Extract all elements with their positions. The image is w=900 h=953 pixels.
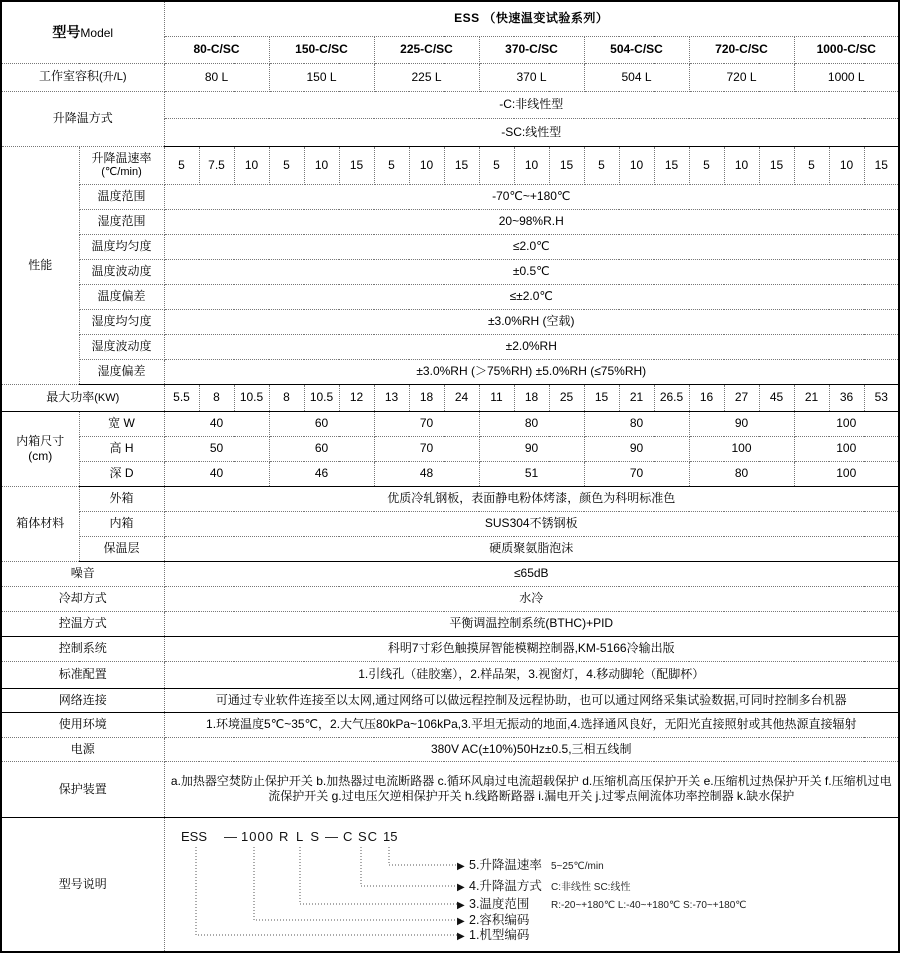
spec-value: 可通过专业软件连接至以太网,通过网络可以做远程控制及远程协助，也可以通过网络采集试验数据,可同时控制多台机器 xyxy=(164,688,899,712)
dim-value: 70 xyxy=(374,411,479,436)
volume-value: 150 L xyxy=(269,63,374,91)
dim-value: 90 xyxy=(479,436,584,461)
legend-line xyxy=(196,847,457,935)
dim-value: 60 xyxy=(269,411,374,436)
row-label: 电源 xyxy=(1,737,164,761)
row-label: 升降温方式 xyxy=(1,91,164,146)
max-power: 21 xyxy=(794,384,829,411)
max-power: 10.5 xyxy=(304,384,339,411)
legend-note: R:-20~+180℃ L:-40~+180℃ S:-70~+180℃ xyxy=(550,899,746,911)
spec-value: 硬质聚氨脂泡沫 xyxy=(164,536,899,561)
ramp-mode-linear: -SC:线性型 xyxy=(164,118,899,146)
row-label: 湿度均匀度 xyxy=(79,309,164,334)
model-header-cell xyxy=(1,1,164,63)
ramp-rate: 10 xyxy=(829,146,864,184)
spec-value: 水冷 xyxy=(164,586,899,611)
max-power: 25 xyxy=(549,384,584,411)
ramp-rate: 10 xyxy=(304,146,339,184)
code-part: — xyxy=(324,828,338,844)
model-name: 225-C/SC xyxy=(374,36,479,63)
max-power: 15 xyxy=(584,384,619,411)
row-label: 控制系统 xyxy=(1,636,164,661)
ramp-rate: 15 xyxy=(549,146,584,184)
dim-value: 100 xyxy=(794,411,899,436)
model-code-cell xyxy=(164,817,899,952)
ramp-rate: 10 xyxy=(234,146,269,184)
spec-value: ±0.5℃ xyxy=(164,259,899,284)
spec-value: ≤2.0℃ xyxy=(164,234,899,259)
model-name: 720-C/SC xyxy=(689,36,794,63)
row-label: 冷却方式 xyxy=(1,586,164,611)
spec-value: 1.引线孔（硅胶塞），2.样品架，3.视窗灯，4.移动脚轮（配脚杯） xyxy=(164,661,899,688)
legend-arrow-icon: ▶ xyxy=(456,899,465,911)
code-part: 15 xyxy=(382,828,397,844)
row-label: 工作室容积(升/L) xyxy=(1,63,164,91)
row-label: 标准配置 xyxy=(1,661,164,688)
model-label: 型号 xyxy=(52,23,81,40)
volume-value: 1000 L xyxy=(794,63,899,91)
code-part: ESS xyxy=(180,828,207,844)
code-part: — xyxy=(223,828,237,844)
row-label: 外箱 xyxy=(79,486,164,511)
dim-value: 46 xyxy=(269,461,374,486)
row-label: 使用环境 xyxy=(1,712,164,737)
row-label: 温度均匀度 xyxy=(79,234,164,259)
dim-value: 80 xyxy=(584,411,689,436)
ramp-rate: 15 xyxy=(654,146,689,184)
row-label: 深 D xyxy=(79,461,164,486)
dim-value: 51 xyxy=(479,461,584,486)
spec-value: 1.环境温度5℃~35℃，2.大气压80kPa~106kPa,3.平坦无振动的地面,4.选择通风良好，无阳光直接照射或其他热源直接辐射 xyxy=(164,712,899,737)
code-part: 1000 xyxy=(240,828,274,844)
row-label: 型号说明 xyxy=(1,817,164,952)
volume-value: 504 L xyxy=(584,63,689,91)
volume-value: 370 L xyxy=(479,63,584,91)
dim-value: 90 xyxy=(584,436,689,461)
legend-name: 1.机型编码 xyxy=(468,927,529,942)
ramp-rate: 7.5 xyxy=(199,146,234,184)
dim-value: 60 xyxy=(269,436,374,461)
max-power: 16 xyxy=(689,384,724,411)
legend-line xyxy=(389,847,457,865)
spec-value: 平衡调温控制系统(BTHC)+PID xyxy=(164,611,899,636)
dim-value: 40 xyxy=(164,461,269,486)
ramp-rate: 10 xyxy=(514,146,549,184)
legend-name: 2.容积编码 xyxy=(468,912,529,927)
volume-value: 80 L xyxy=(164,63,269,91)
row-label: 噪音 xyxy=(1,561,164,586)
max-power: 8 xyxy=(199,384,234,411)
dim-value: 40 xyxy=(164,411,269,436)
ramp-mode-nonlinear: -C:非线性型 xyxy=(164,91,899,118)
performance-label: 性能 xyxy=(1,146,79,384)
row-label: 湿度波动度 xyxy=(79,334,164,359)
row-label: 保护装置 xyxy=(1,761,164,817)
spec-value: 优质冷轧钢板，表面静电粉体烤漆，颜色为科明标准色 xyxy=(164,486,899,511)
dim-value: 80 xyxy=(689,461,794,486)
max-power: 8 xyxy=(269,384,304,411)
dim-value: 100 xyxy=(794,461,899,486)
max-power: 11 xyxy=(479,384,514,411)
spec-value: ±2.0%RH xyxy=(164,334,899,359)
dim-value: 70 xyxy=(584,461,689,486)
code-part: R L S xyxy=(278,828,321,844)
series-title: ESS （快速温变试验系列） xyxy=(164,1,899,36)
inner-dim-label: 内箱尺寸 (cm) xyxy=(1,411,79,486)
model-name: 1000-C/SC xyxy=(794,36,899,63)
row-label: 湿度偏差 xyxy=(79,359,164,384)
legend-arrow-icon: ▶ xyxy=(456,860,465,872)
legend-line xyxy=(254,847,457,920)
max-power: 26.5 xyxy=(654,384,689,411)
legend-arrow-icon: ▶ xyxy=(456,881,465,893)
row-label: 最大功率(KW) xyxy=(1,384,164,411)
ramp-rate: 5 xyxy=(584,146,619,184)
max-power: 45 xyxy=(759,384,794,411)
max-power: 53 xyxy=(864,384,899,411)
dim-value: 90 xyxy=(689,411,794,436)
dim-value: 100 xyxy=(689,436,794,461)
row-label: 温度范围 xyxy=(79,184,164,209)
ramp-rate: 5 xyxy=(374,146,409,184)
ramp-rate: 15 xyxy=(339,146,374,184)
dim-value: 48 xyxy=(374,461,479,486)
ramp-rate: 15 xyxy=(444,146,479,184)
max-power: 27 xyxy=(724,384,759,411)
volume-row xyxy=(1,63,899,91)
dim-value: 80 xyxy=(479,411,584,436)
dim-value: 70 xyxy=(374,436,479,461)
legend-arrow-icon: ▶ xyxy=(456,930,465,942)
max-power: 12 xyxy=(339,384,374,411)
spec-value: 科明7寸彩色触摸屏智能模糊控制器,KM-5166冷输出版 xyxy=(164,636,899,661)
ramp-rate: 5 xyxy=(164,146,199,184)
material-label: 箱体材料 xyxy=(1,486,79,561)
model-name: 504-C/SC xyxy=(584,36,689,63)
row-label: 保温层 xyxy=(79,536,164,561)
spec-value: 380V AC(±10%)50Hz±0.5,三相五线制 xyxy=(164,737,899,761)
max-power: 21 xyxy=(619,384,654,411)
legend-line xyxy=(361,847,457,886)
max-power: 13 xyxy=(374,384,409,411)
spec-value: ≤65dB xyxy=(164,561,899,586)
max-power: 10.5 xyxy=(234,384,269,411)
protection-text: a.加热器空焚防止保护开关 b.加热器过电流断路器 c.循环风扇过电流超载保护 d.压缩机高压保护开关 e.压缩机过热保护开关 f.压缩机过电流保护开关 g.过电压欠逆相保护开关 h.线路断路器 i.漏电开关 j.过零点闸流体功率控制器 k.缺水保护 xyxy=(164,761,899,817)
spec-value: 20~98%R.H xyxy=(164,209,899,234)
model-name: 80-C/SC xyxy=(164,36,269,63)
legend-line xyxy=(300,847,457,904)
row-label: 宽 W xyxy=(79,411,164,436)
row-label: 温度波动度 xyxy=(79,259,164,284)
model-code-diagram xyxy=(167,819,900,950)
ramp-rate: 10 xyxy=(409,146,444,184)
spec-value: -70℃~+180℃ xyxy=(164,184,899,209)
max-power: 18 xyxy=(514,384,549,411)
model-name: 150-C/SC xyxy=(269,36,374,63)
spec-value: ≤±2.0℃ xyxy=(164,284,899,309)
legend-name: 3.温度范围 xyxy=(468,896,529,911)
max-power: 24 xyxy=(444,384,479,411)
code-part: C SC xyxy=(342,828,378,844)
row-label: 控温方式 xyxy=(1,611,164,636)
legend-note: C:非线性 SC:线性 xyxy=(550,881,630,893)
ramp-rate: 10 xyxy=(724,146,759,184)
legend-name: 4.升降温方式 xyxy=(468,878,542,893)
row-label: 湿度范围 xyxy=(79,209,164,234)
spec-value: SUS304不锈钢板 xyxy=(164,511,899,536)
ramp-rate: 15 xyxy=(759,146,794,184)
legend-name: 5.升降温速率 xyxy=(468,857,542,872)
model-label-en: Model xyxy=(80,25,114,40)
ramp-rate: 5 xyxy=(794,146,829,184)
ramp-rate: 5 xyxy=(689,146,724,184)
row-label: 网络连接 xyxy=(1,688,164,712)
ramp-rate: 10 xyxy=(619,146,654,184)
ramp-rate: 5 xyxy=(479,146,514,184)
ramp-rate: 5 xyxy=(269,146,304,184)
row-label: 内箱 xyxy=(79,511,164,536)
ramp-rate: 15 xyxy=(864,146,899,184)
max-power: 36 xyxy=(829,384,864,411)
dim-value: 100 xyxy=(794,436,899,461)
spec-value: ±3.0%RH (空载) xyxy=(164,309,899,334)
row-label: 升降温速率 (℃/min) xyxy=(79,146,164,184)
dim-value: 50 xyxy=(164,436,269,461)
max-power: 18 xyxy=(409,384,444,411)
max-power: 5.5 xyxy=(164,384,199,411)
model-name: 370-C/SC xyxy=(479,36,584,63)
row-label: 温度偏差 xyxy=(79,284,164,309)
legend-note: 5~25℃/min xyxy=(550,860,604,872)
spec-value: ±3.0%RH (＞75%RH) ±5.0%RH (≤75%RH) xyxy=(164,359,899,384)
row-label: 高 H xyxy=(79,436,164,461)
volume-value: 225 L xyxy=(374,63,479,91)
legend-arrow-icon: ▶ xyxy=(456,915,465,927)
volume-value: 720 L xyxy=(689,63,794,91)
